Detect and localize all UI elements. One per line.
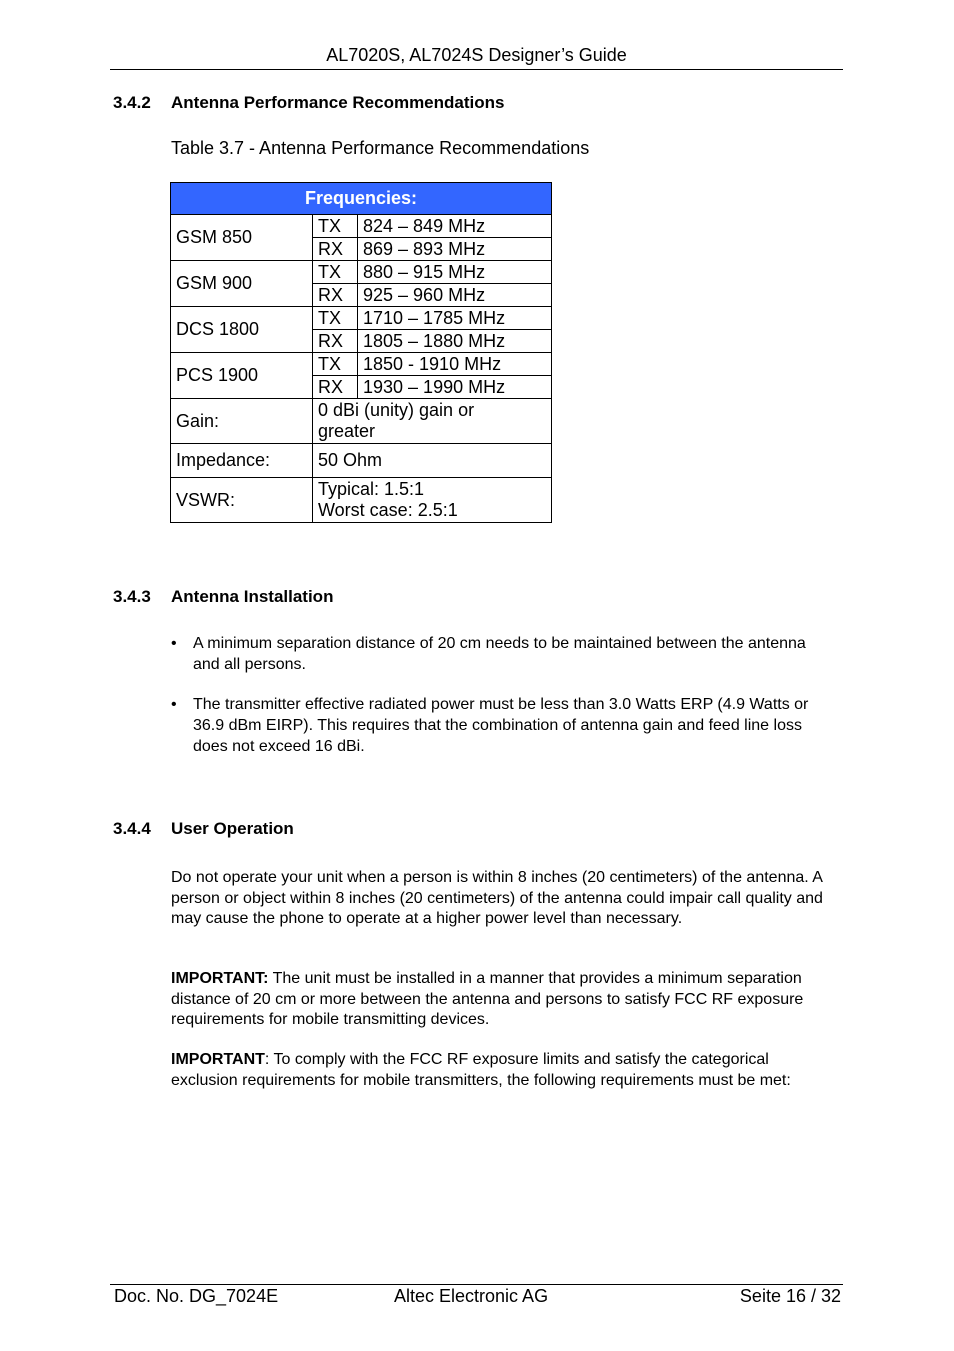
footer-company: Altec Electronic AG — [394, 1286, 549, 1306]
section-heading-3-4-3 — [113, 587, 333, 607]
operation-paragraph-3 — [171, 1050, 839, 1091]
direction-tx: TX — [313, 353, 358, 376]
rx-range: 1805 – 1880 MHz — [358, 330, 552, 353]
bullet-icon: • — [171, 696, 177, 713]
direction-rx: RX — [313, 330, 358, 353]
gain-value-line2: greater — [318, 421, 376, 441]
section-heading-3-4-2 — [113, 93, 504, 113]
bullet-text: The transmitter effective radiated power must be less than 3.0 Watts ERP (4.9 Watts or 36.9 dBm EIRP). This requires that the combination of antenna gain and feed line loss does not exceed 16 dBi. — [193, 696, 809, 755]
direction-rx: RX — [313, 238, 358, 261]
vswr-value-line1: Typical: 1.5:1 — [318, 479, 425, 499]
table-row — [171, 399, 552, 444]
table-header-frequencies: Frequencies: — [171, 183, 552, 215]
paragraph-text: : To comply with the FCC RF exposure limits and satisfy the categorical exclusion requirements for mobile transmitters, the following requirements must be met: — [171, 1051, 791, 1089]
section-heading-3-4-4 — [113, 819, 294, 839]
band-name: GSM 900 — [171, 261, 313, 307]
section-number: 3.4.2 — [113, 93, 151, 112]
rx-range: 869 – 893 MHz — [358, 238, 552, 261]
operation-paragraph-2 — [171, 969, 839, 1031]
footer-doc-number: Doc. No. DG_7024E — [114, 1286, 279, 1306]
gain-value — [313, 399, 552, 444]
table-row — [171, 215, 552, 238]
rx-range: 1930 – 1990 MHz — [358, 376, 552, 399]
paragraph-text: The unit must be installed in a manner that provides a minimum separation distance of 20 cm or more between the antenna and persons to satisfy FCC RF exposure requirements for mobile transmitting devices. — [171, 970, 804, 1028]
tx-range: 824 – 849 MHz — [358, 215, 552, 238]
impedance-label: Impedance: — [171, 444, 313, 478]
direction-rx: RX — [313, 376, 358, 399]
important-label: IMPORTANT: — [171, 970, 269, 987]
band-name: DCS 1800 — [171, 307, 313, 353]
impedance-value: 50 Ohm — [313, 444, 552, 478]
bullet-text: A minimum separation distance of 20 cm needs to be maintained between the antenna and all persons. — [193, 635, 806, 673]
section-number: 3.4.4 — [113, 819, 151, 838]
vswr-value — [313, 478, 552, 523]
vswr-value-line2: Worst case: 2.5:1 — [318, 500, 458, 520]
direction-tx: TX — [313, 307, 358, 330]
antenna-performance-table — [170, 182, 552, 523]
table-row — [171, 307, 552, 330]
section-title: Antenna Installation — [171, 587, 334, 606]
table-caption: Table 3.7 - Antenna Performance Recommendations — [171, 138, 590, 158]
direction-tx: TX — [313, 215, 358, 238]
gain-value-line1: 0 dBi (unity) gain or — [318, 400, 475, 420]
band-name: GSM 850 — [171, 215, 313, 261]
tx-range: 1850 - 1910 MHz — [358, 353, 552, 376]
operation-paragraph-1: Do not operate your unit when a person is within 8 inches (20 centimeters) of the antenna. A person or object within 8 inches (20 centimeters) of the antenna could impair call quality and may cause the phone to operate at a higher power level than necessary. — [171, 869, 823, 927]
vswr-label: VSWR: — [171, 478, 313, 523]
tx-range: 1710 – 1785 MHz — [358, 307, 552, 330]
list-item — [171, 633, 836, 675]
installation-bullet-list — [171, 633, 836, 776]
important-label: IMPORTANT — [171, 1051, 265, 1068]
header-divider — [110, 69, 843, 70]
table-row — [171, 353, 552, 376]
direction-tx: TX — [313, 261, 358, 284]
gain-label: Gain: — [171, 399, 313, 444]
section-number: 3.4.3 — [113, 587, 151, 606]
section-title: User Operation — [171, 819, 294, 838]
table-row — [171, 444, 552, 478]
rx-range: 925 – 960 MHz — [358, 284, 552, 307]
footer-page-number: Seite 16 / 32 — [739, 1286, 841, 1306]
bullet-icon: • — [171, 635, 177, 652]
table-row — [171, 261, 552, 284]
band-name: PCS 1900 — [171, 353, 313, 399]
page-header-title: AL7020S, AL7024S Designer’s Guide — [326, 45, 627, 65]
list-item — [171, 694, 836, 757]
direction-rx: RX — [313, 284, 358, 307]
tx-range: 880 – 915 MHz — [358, 261, 552, 284]
footer-divider — [110, 1284, 843, 1285]
section-title: Antenna Performance Recommendations — [171, 93, 505, 112]
table-row — [171, 478, 552, 523]
